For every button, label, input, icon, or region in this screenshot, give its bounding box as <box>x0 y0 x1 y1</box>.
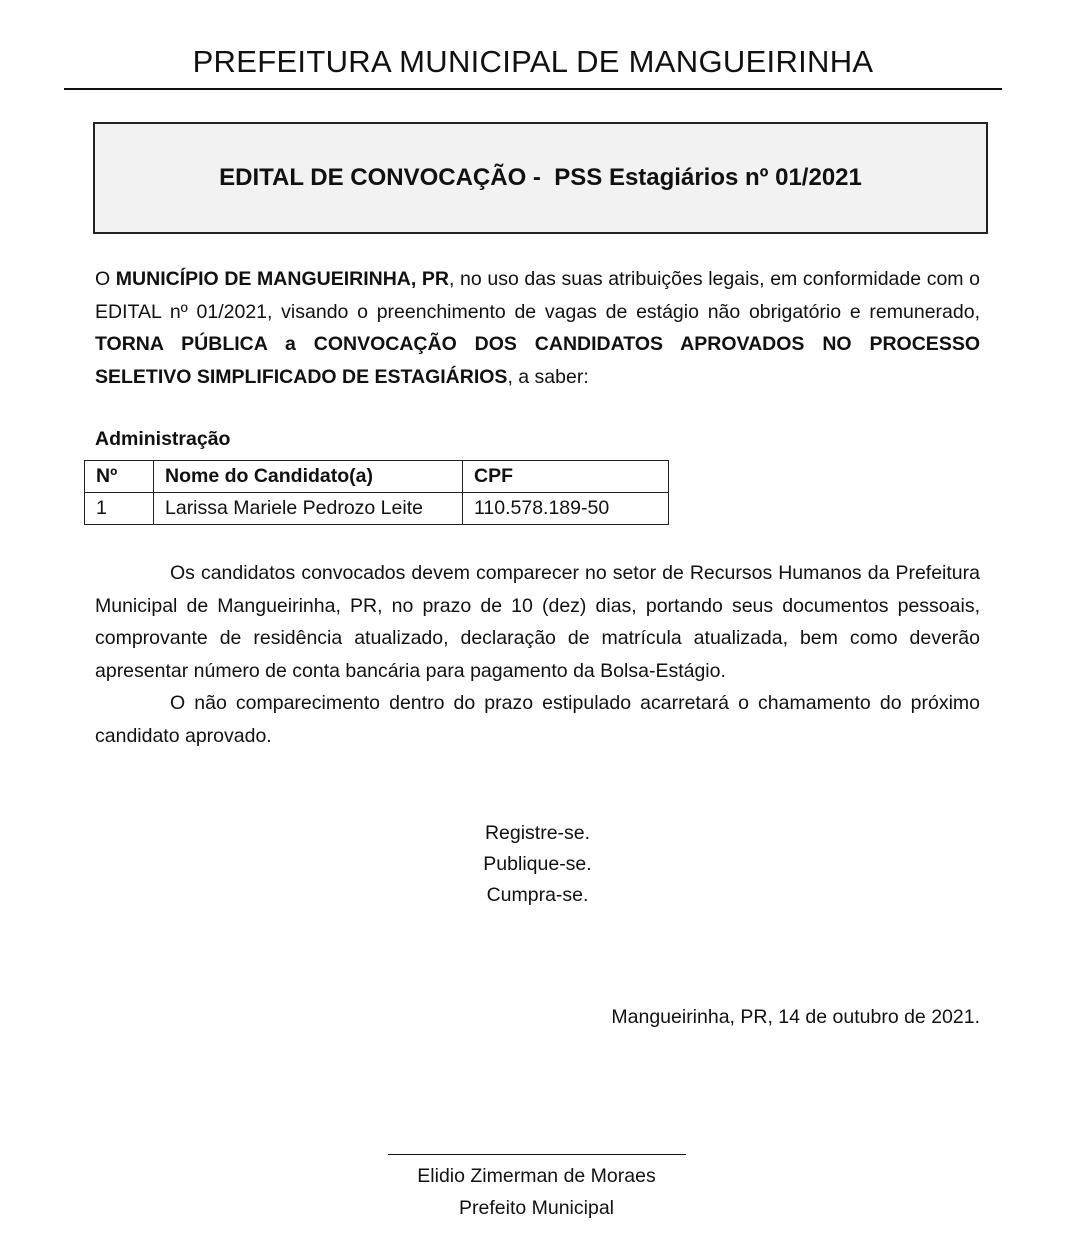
intro-text-2: , no uso das suas atribuições legais, em conformidade com o EDITAL nº 01/2021, visando o preenchimento de vagas de estágio não obrigatório e remunerado, <box>95 268 980 323</box>
cell-number: 1 <box>85 493 154 525</box>
intro-paragraph <box>95 263 980 393</box>
place-date: Mangueirinha, PR, 14 de outubro de 2021. <box>611 1006 980 1028</box>
section-label: Administração <box>95 428 231 450</box>
candidates-table <box>84 460 669 525</box>
column-header-number: Nº <box>85 461 154 493</box>
intro-text-1: O <box>95 268 116 290</box>
column-header-cpf: CPF <box>463 461 669 493</box>
intro-bold-announcement: TORNA PÚBLICA a CONVOCAÇÃO DOS CANDIDATOS APROVADOS NO PROCESSO SELETIVO SIMPLIFICADO DE ESTAGIÁRIOS <box>95 333 980 388</box>
closing-formula <box>0 818 1075 911</box>
cell-name: Larissa Mariele Pedrozo Leite <box>154 493 463 525</box>
document-title-box <box>93 122 988 234</box>
document-title: EDITAL DE CONVOCAÇÃO - PSS Estagiários nº 01/2021 <box>219 164 862 191</box>
intro-bold-municipality: MUNICÍPIO DE MANGUEIRINHA, PR <box>115 268 450 290</box>
closing-line-comply: Cumpra-se. <box>486 884 589 906</box>
body-text <box>95 557 980 752</box>
intro-text-3: , a saber: <box>507 365 589 388</box>
closing-line-register: Registre-se. <box>484 822 591 844</box>
body-paragraph-1: Os candidatos convocados devem comparecer no setor de Recursos Humanos da Prefeitura Municipal de Mangueirinha, PR, no prazo de 10 (dez) dias, portando seus documentos pessoais, comprovante de residência atualizado, declaração de matrícula atualizada, bem como deverão apresentar número de conta bancária para pagamento da Bolsa-Estágio. <box>95 562 980 682</box>
signature-block <box>0 1160 1073 1224</box>
signatory-role: Prefeito Municipal <box>459 1197 614 1219</box>
institution-header: PREFEITURA MUNICIPAL DE MANGUEIRINHA <box>192 44 874 79</box>
header-divider <box>64 88 1002 90</box>
table-row <box>85 493 669 525</box>
cell-cpf: 110.578.189-50 <box>463 493 669 525</box>
column-header-name: Nome do Candidato(a) <box>154 461 463 493</box>
table-header-row <box>85 461 669 493</box>
body-paragraph-2: O não comparecimento dentro do prazo estipulado acarretará o chamamento do próximo candidato aprovado. <box>95 692 980 747</box>
signature-line <box>388 1154 686 1155</box>
closing-line-publish: Publique-se. <box>483 853 592 875</box>
signatory-name: Elidio Zimerman de Moraes <box>417 1165 656 1187</box>
